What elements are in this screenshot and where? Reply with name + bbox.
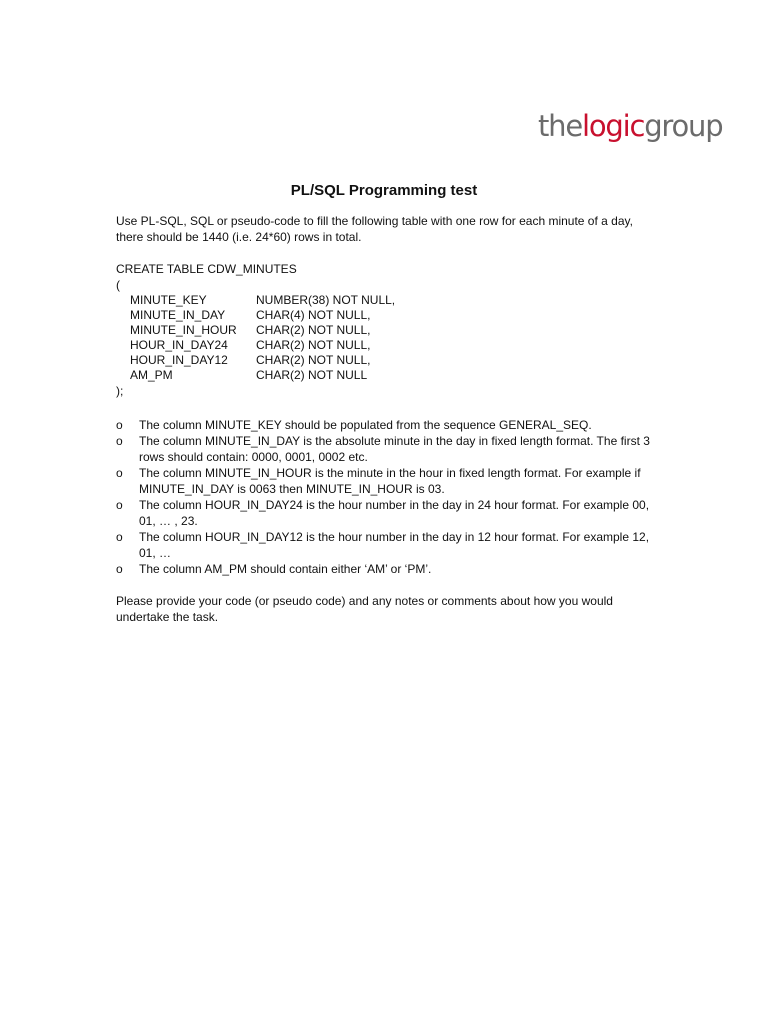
sql-create-line: CREATE TABLE CDW_MINUTES: [116, 262, 297, 276]
requirements-list: [116, 417, 656, 577]
company-logo: [538, 109, 723, 143]
sql-create-statement: [116, 261, 656, 399]
document-body: [116, 213, 656, 625]
requirement-item: [116, 433, 656, 465]
logo-text-the: the: [538, 109, 582, 143]
sql-open-paren: (: [116, 278, 120, 292]
sql-column-name: MINUTE_KEY: [130, 293, 207, 307]
sql-column-type: CHAR(2) NOT NULL: [256, 368, 368, 382]
sql-column-name: MINUTE_IN_DAY: [130, 308, 226, 322]
sql-column-name: AM_PM: [130, 368, 173, 382]
bullet-marker: o: [116, 418, 123, 432]
requirement-text: The column MINUTE_IN_DAY is the absolute minute in the day in fixed length format. The first 3 rows should contain: 0000, 0001, 0002 etc.: [139, 434, 650, 464]
bullet-marker: o: [116, 434, 123, 448]
bullet-marker: o: [116, 498, 123, 512]
sql-close-line: );: [116, 384, 124, 398]
requirement-item: [116, 417, 656, 433]
sql-column-name: MINUTE_IN_HOUR: [130, 323, 237, 337]
bullet-marker: o: [116, 466, 123, 480]
sql-column-name: HOUR_IN_DAY12: [130, 353, 228, 367]
sql-column-type: CHAR(2) NOT NULL,: [256, 338, 371, 352]
intro-paragraph: Use PL-SQL, SQL or pseudo-code to fill the following table with one row for each minute of a day, there should be 1440 (i.e. 24*60) rows in total.: [116, 214, 633, 244]
sql-column-row: [116, 353, 656, 368]
sql-column-list: [116, 293, 656, 383]
requirement-text: The column AM_PM should contain either ‘AM’ or ‘PM’.: [139, 562, 432, 576]
sql-column-type: CHAR(2) NOT NULL,: [256, 323, 371, 337]
sql-column-type: NUMBER(38) NOT NULL,: [256, 293, 396, 307]
requirement-item: [116, 465, 656, 497]
logo-text-group: group: [644, 109, 723, 143]
document-title: PL/SQL Programming test: [290, 182, 478, 199]
requirement-text: The column HOUR_IN_DAY12 is the hour number in the day in 12 hour format. For example 12, 01, …: [139, 530, 650, 560]
sql-column-name: HOUR_IN_DAY24: [130, 338, 228, 352]
requirement-item: [116, 561, 656, 577]
sql-column-row: [116, 293, 656, 308]
sql-column-type: CHAR(2) NOT NULL,: [256, 353, 371, 367]
requirement-text: The column HOUR_IN_DAY24 is the hour number in the day in 24 hour format. For example 00, 01, … , 23.: [139, 498, 650, 528]
requirement-text: The column MINUTE_KEY should be populated from the sequence GENERAL_SEQ.: [139, 418, 592, 432]
sql-column-row: [116, 368, 656, 383]
requirement-item: [116, 529, 656, 561]
sql-column-type: CHAR(4) NOT NULL,: [256, 308, 371, 322]
closing-paragraph: Please provide your code (or pseudo code) and any notes or comments about how you would undertake the task.: [116, 594, 613, 624]
bullet-marker: o: [116, 562, 123, 576]
sql-column-row: [116, 338, 656, 353]
sql-column-row: [116, 323, 656, 338]
requirement-item: [116, 497, 656, 529]
sql-column-row: [116, 308, 656, 323]
bullet-marker: o: [116, 530, 123, 544]
logo-text-logic: logic: [582, 109, 645, 143]
requirement-text: The column MINUTE_IN_HOUR is the minute in the hour in fixed length format. For example if MINUTE_IN_DAY is 0063 then MINUTE_IN_HOUR is 03.: [139, 466, 641, 496]
